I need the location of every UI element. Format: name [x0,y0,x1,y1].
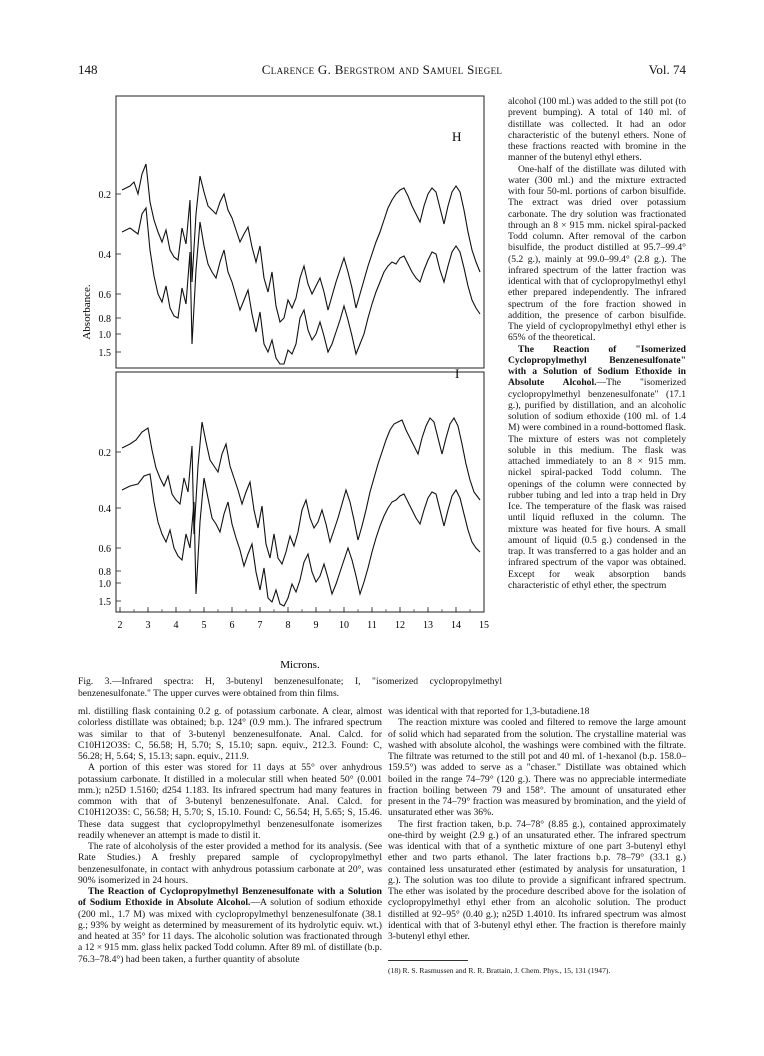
x-tick-label: 9 [313,620,319,631]
y-tick-label: 0.6 [98,544,111,555]
y-tick-label: 0.2 [98,190,111,201]
paragraph-text: was identical with that reported for 1,3-butadiene.18 [388,706,590,717]
x-tick-label: 2 [117,620,123,631]
figure-caption: Fig. 3.—Infrared spectra: H, 3-butenyl benzenesulfonate; I, "isomerized cyclopropylmethyl benzenesulfonate." The upper curves were obtained from thin films. [78,676,502,699]
y-tick-label: 1.0 [98,579,111,590]
middle-column-text [388,706,686,942]
y-axis-label: Absorbance. [81,284,93,340]
page-number: 148 [78,62,98,77]
x-tick-label: 12 [395,620,405,631]
y-tick-label: 0.4 [98,250,111,261]
x-tick-label: 5 [201,620,207,631]
y-tick-label: 0.8 [98,567,111,578]
y-tick-label: 0.8 [98,314,111,325]
x-tick-label: 7 [257,620,263,631]
footnote: (18) R. S. Rasmussen and R. R. Brattain, J. Chem. Phys., 15, 131 (1947). [388,966,611,975]
infrared-spectra-figure [78,82,502,672]
spectrum-h-solution [122,208,480,364]
x-tick-label: 10 [339,620,349,631]
spectrum-i-film [122,418,480,564]
left-column-text [78,706,382,965]
right-column-text [508,96,686,591]
paragraph [78,886,382,965]
panel-h-frame [116,96,484,368]
y-tick-label: 0.4 [98,504,111,515]
paragraph-text: alcohol (100 ml.) was added to the still pot (to prevent bumping). A total of 140 ml. of distillate was collected. It had an odor characteristic of the butenyl ethers. None of these fractions reacted with bromine in the manner of the butenyl ethyl ethers. [508,96,686,164]
paragraph-text: —A solution of sodium ethoxide (200 ml., 1.7 M) was mixed with cyclopropylmethyl benzenesulfonate (38.1 g.; 93% by weight as determined by measurement of its hydrolytic equiv. wt.) and heated at 35° for 11 days. The alcoholic solution was fractionated through a 12 × 915 mm. glass helix packed Todd column. After 89 ml. of distillate (b.p. 76.3–78.4°) had been taken, a further quantity of absolute [78,897,382,965]
panel-i-label: I [455,366,460,381]
paragraph [508,164,686,344]
paragraph-text: The reaction mixture was cooled and filtered to remove the large amount of solid which had separated from the solution. The crystalline material was washed with absolute alcohol, the washings were combined with the filtrate. The filtrate was returned to the still pot and 40 ml. of 1-hexanol (b.p. 158.0–159.5°) was added to serve as a "chaser." Distillate was obtained which boiled in the range 74–79° (120 g.). There was no appreciable intermediate fraction boiling between 79 and 158°. The amount of unsaturated ether present in the 74–79° fraction was measured by bromination, and the yield of unsaturated ether was 36%. [388,717,686,819]
y-tick-label: 0.6 [98,290,111,301]
paragraph-text: ml. distilling flask containing 0.2 g. of potassium carbonate. A clear, almost colorless distillate was obtained; b.p. 124° (0.9 mm.). The infrared spectrum was similar to that of 3-butenyl benzenesulfonate. Anal. Calcd. for C10H12O3S: C, 56.58; H, 5.70; S, 15.10; sapn. equiv., 212.3. Found: C, 56.28; H, 5.64; S, 15.13; sapn. equiv., 211.9. [78,706,382,762]
y-tick-label: 0.2 [98,448,111,459]
paragraph [388,706,686,717]
paragraph [78,841,382,886]
volume-number: Vol. 74 [648,62,686,77]
paragraph [78,706,382,762]
spectra-plot [78,82,502,672]
panel-h-label: H [452,129,462,144]
x-tick-label: 8 [285,620,291,631]
y-tick-label: 1.5 [98,597,111,608]
x-tick-label: 6 [229,620,235,631]
x-tick-label: 11 [367,620,377,631]
x-tick-label: 4 [173,620,179,631]
y-tick-label: 1.0 [98,330,111,341]
running-head-authors: Clarence G. Bergstrom and Samuel Siegel [261,62,503,77]
footnote-rule [388,960,468,961]
paragraph-text: The rate of alcoholysis of the ester provided a method for its analysis. (See Rate Studies.) A freshly prepared sample of cyclopropylmethyl benzenesulfonate, in contact with anhydrous potassium carbonate at 20°, was 90% isomerized in 24 hours. [78,841,382,886]
paragraph-text: The first fraction taken, b.p. 74–78° (8.85 g.), contained approximately one-third by weight (2.9 g.) of an unsaturated ether. The infrared spectrum was identical with that of a synthetic mixture of one part 3-butenyl ethyl ether and two parts ethanol. The later fractions b.p. 78–79° (33.1 g.) contained less unsaturated ether (estimated by analysis for unsaturation, 1 g.). The solution was too dilute to provide a significant infrared spectrum. The ether was isolated by the procedure described above for the isolation of cyclopropylmethyl ethyl ether from an alcoholic solution. The product distilled at 92–95° (0.40 g.); n25D 1.4010. Its infrared spectrum was almost identical with that of 3-butenyl ethyl ether. The fraction is therefore mainly 3-butenyl ethyl ether. [388,818,686,942]
spectrum-i-solution [122,474,480,606]
x-tick-label: 13 [423,620,433,631]
paragraph-heading: The Reaction of Cyclopropylmethyl Benzenesulfonate with a Solution of Sodium Ethoxide in Absolute Alcohol. [78,886,382,909]
paragraph [388,819,686,943]
x-tick-label: 3 [145,620,151,631]
paragraph-heading: The Reaction of "Isomerized Cyclopropylmethyl Benzenesulfonate" with a Solution of Sodium Ethoxide in Absolute Alcohol. [508,343,686,389]
x-axis-label: Microns. [280,659,320,671]
paragraph [508,96,686,164]
paragraph-text: One-half of the distillate was diluted with water (300 ml.) and the mixture extracted with four 50-ml. portions of carbon bisulfide. The extract was dried over potassium carbonate. The dry solution was fractionated through an 8 × 915 mm. nickel spiral-packed Todd column. After removal of the carbon bisulfide, the product distilled at 95.7–99.4° (5.2 g.), mainly at 99.0–99.4° (2.8 g.). The infrared spectrum of the latter fraction was identical with that of cyclopropylmethyl ethyl ether prepared independently. The infrared spectrum of the fore fraction showed in addition, the presence of carbon bisulfide. The yield of cyclopropylmethyl ethyl ether is 65% of the theoretical. [508,163,686,344]
paragraph [388,717,686,818]
paragraph-text: A portion of this ester was stored for 11 days at 55° over anhydrous potassium carbonate. It distilled in a molecular still when heated 50° (0.001 mm.); n25D 1.5160; d254 1.183. Its infrared spectrum had many features in common with that of 3-butenyl benzenesulfonate. Anal. Calcd. for C10H12O3S: C, 56.58; H, 5.70; S, 15.10. Found: C, 56.54; H, 5.65; S, 15.46. These data suggest that cyclopropylmethyl benzenesulfonate isomerizes readily whenever an attempt is made to distil it. [78,762,382,841]
paragraph [508,344,686,592]
x-tick-label: 15 [479,620,489,631]
paragraph-text: —The "isomerized cyclopropylmethyl benzenesulfonate" (17.1 g.), purified by distillation, and an alcoholic solution of sodium ethoxide (100 ml. of 1.4 M) were combined in a round-bottomed flask. The mixture of esters was not completely soluble in this medium. The flask was attached immediately to an 8 × 915 mm. nickel spiral-packed Todd column. The openings of the column were connected by rubber tubing and led into a trap held in Dry Ice. The temperature of the flask was raised until liquid refluxed in the column. The mixture was heated for five hours. A small amount of liquid (0.5 g.) condensed in the trap. It was transferred to a gas holder and an infrared spectrum of the vapor was obtained. Except for weak absorption bands characteristic of ethyl ether, the spectrum [508,377,686,591]
y-tick-label: 1.5 [98,348,111,359]
x-tick-label: 14 [451,620,461,631]
spectrum-h-film [122,164,480,322]
paragraph [78,762,382,841]
